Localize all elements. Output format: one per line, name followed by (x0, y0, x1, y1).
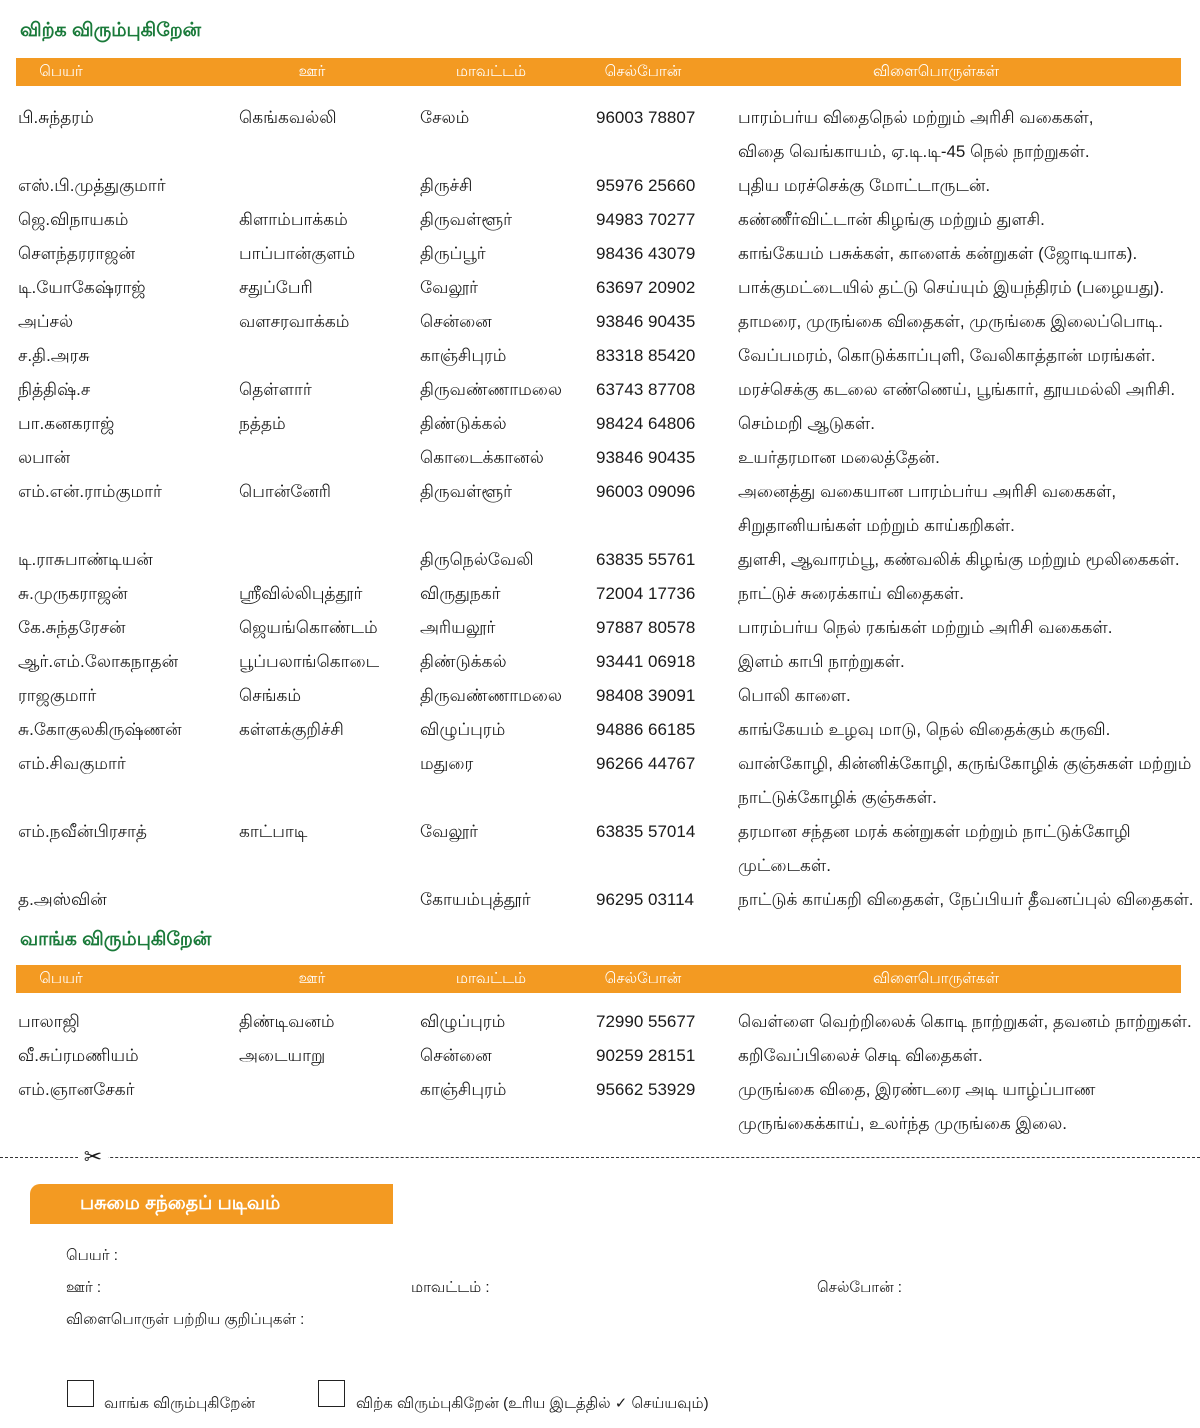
town: கிளாம்பாக்கம் (239, 210, 348, 229)
table-row (0, 441, 1200, 475)
district: விழுப்புரம் (420, 1012, 506, 1031)
products: கறிவேப்பிலைச் செடி விதைகள். (738, 1046, 983, 1065)
town: சதுப்பேரி (239, 278, 313, 297)
table-row (0, 747, 1200, 815)
district: சேலம் (420, 108, 470, 127)
table-row (0, 305, 1200, 339)
phone-number: 94886 66185 (596, 720, 696, 739)
seller-name: எம்.என்.ராம்குமார் (18, 482, 162, 501)
products: வேப்பமரம், கொடுக்காப்புளி, வேலிகாத்தான் மரங்கள். (738, 346, 1156, 365)
seller-name: ச.தி.அரசு (18, 346, 90, 365)
seller-name: ஆர்.எம்.லோகநாதன் (18, 652, 179, 671)
town: பூப்பலாங்கொடை (239, 652, 380, 671)
table-row (0, 645, 1200, 679)
town: திண்டிவனம் (239, 1012, 335, 1031)
sell-table-body (0, 101, 1200, 917)
town: காட்பாடி (239, 822, 308, 841)
seller-name: அப்சல் (18, 312, 74, 331)
products: நாட்டுக் காய்கறி விதைகள், நேப்பியர் தீவனப்புல் விதைகள். (738, 890, 1194, 909)
district: விழுப்புரம் (420, 720, 506, 739)
town: ஜெயங்கொண்டம் (239, 618, 378, 637)
table-row (0, 237, 1200, 271)
phone-number: 72004 17736 (596, 584, 696, 603)
town: பாப்பான்குளம் (239, 244, 356, 263)
phone-number: 93846 90435 (596, 312, 696, 331)
district: வேலூர் (420, 278, 479, 297)
seller-name: சு.கோகுலகிருஷ்ணன் (18, 720, 182, 739)
district: திண்டுக்கல் (420, 414, 507, 433)
district: திருவண்ணாமலை (420, 686, 562, 705)
district: திருவள்ளூர் (420, 210, 513, 229)
table-row (0, 1073, 1200, 1141)
seller-name: சௌந்தரராஜன் (18, 244, 136, 263)
district: திருச்சி (420, 176, 473, 195)
town: பொன்னேரி (239, 482, 332, 501)
products: பாரம்பர்ய நெல் ரகங்கள் மற்றும் அரிசி வகைகள். (738, 618, 1113, 637)
table-row (0, 679, 1200, 713)
products: துளசி, ஆவாரம்பூ, கண்வலிக் கிழங்கு மற்றும் மூலிகைகள். (738, 550, 1180, 569)
table-row (0, 339, 1200, 373)
sell-checkbox[interactable] (318, 1380, 345, 1407)
products: புதிய மரச்செக்கு மோட்டாருடன். (738, 176, 991, 195)
phone-number: 96003 09096 (596, 482, 696, 501)
seller-name: எம்.சிவகுமார் (18, 754, 126, 773)
district: வேலூர் (420, 822, 479, 841)
district: கொடைக்கானல் (420, 448, 544, 467)
district: சென்னை (420, 1046, 492, 1065)
seller-name: லபான் (18, 448, 71, 467)
seller-name: சு.முருகராஜன் (18, 584, 128, 603)
seller-name: டி.யோகேஷ்ராஜ் (18, 278, 146, 297)
phone-number: 93846 90435 (596, 448, 696, 467)
phone-number: 96295 03114 (596, 890, 695, 909)
district: மதுரை (420, 754, 474, 773)
phone-number: 96266 44767 (596, 754, 696, 773)
table-row (0, 543, 1200, 577)
phone-number: 95662 53929 (596, 1080, 696, 1099)
products: உயர்தரமான மலைத்தேன். (738, 448, 940, 467)
buy-table-header (16, 965, 1181, 993)
sell-section-title: விற்க விரும்புகிறேன் (20, 20, 202, 41)
products: பொலி காளை. (738, 686, 851, 705)
phone-number: 63835 57014 (596, 822, 696, 841)
table-row (0, 373, 1200, 407)
district: சென்னை (420, 312, 492, 331)
town: நத்தம் (239, 414, 286, 433)
table-row (0, 1039, 1200, 1073)
buy-section-title: வாங்க விரும்புகிறேன் (20, 929, 212, 950)
dashed-cut-line (0, 1157, 1200, 1158)
district: திண்டுக்கல் (420, 652, 507, 671)
header-products: விளைபொருள்கள் (872, 63, 1000, 80)
buy-table-body (0, 1005, 1200, 1141)
district: திருவள்ளூர் (420, 482, 513, 501)
seller-name: பா.கனகராஜ் (18, 414, 115, 433)
header-name: பெயர் (39, 970, 83, 987)
products: இளம் காபி நாற்றுகள். (738, 652, 905, 671)
town: ஸ்ரீவில்லிபுத்தூர் (239, 584, 363, 603)
district: அரியலூர் (420, 618, 496, 637)
phone-number: 90259 28151 (596, 1046, 696, 1065)
scissors-icon: ✂ (78, 1144, 108, 1170)
header-name: பெயர் (39, 63, 83, 80)
sell-table-header (16, 58, 1181, 86)
table-row (0, 407, 1200, 441)
products: பாரம்பர்ய விதைநெல் மற்றும் அரிசி வகைகள், விதை வெங்காயம், ஏ.டி.டி-45 நெல் நாற்றுகள். (738, 108, 1094, 161)
district: விருதுநகர் (420, 584, 501, 603)
products: முருங்கை விதை, இரண்டரை அடி யாழ்ப்பாண முருங்கைக்காய், உலர்ந்த முருங்கை இலை. (738, 1080, 1096, 1133)
products: காங்கேயம் பசுக்கள், காளைக் கன்றுகள் (ஜோடியாக). (738, 244, 1138, 263)
products: வெள்ளை வெற்றிலைக் கொடி நாற்றுகள், தவனம் நாற்றுகள். (738, 1012, 1192, 1031)
phone-number: 98436 43079 (596, 244, 696, 263)
table-row (0, 577, 1200, 611)
form-district-label: மாவட்டம் : (411, 1279, 490, 1296)
phone-number: 97887 80578 (596, 618, 696, 637)
products: வான்கோழி, கின்னிக்கோழி, கருங்கோழிக் குஞ்சுகள் மற்றும் நாட்டுக்கோழிக் குஞ்சுகள். (738, 754, 1192, 807)
district: காஞ்சிபுரம் (420, 346, 507, 365)
seller-name: ராஜகுமார் (18, 686, 97, 705)
products: செம்மறி ஆடுகள். (738, 414, 875, 433)
town: கள்ளக்குறிச்சி (239, 720, 344, 739)
form-name-label: பெயர் : (66, 1247, 118, 1264)
town: கெங்கவல்லி (239, 108, 337, 127)
district: காஞ்சிபுரம் (420, 1080, 507, 1099)
phone-number: 63743 87708 (596, 380, 696, 399)
table-row (0, 203, 1200, 237)
buy-option-label: வாங்க விரும்புகிறேன் (104, 1395, 255, 1412)
phone-number: 93441 06918 (596, 652, 696, 671)
seller-name: எம்.ஞானசேகர் (18, 1080, 135, 1099)
table-row (0, 101, 1200, 169)
header-phone: செல்போன் (604, 63, 682, 80)
header-town: ஊர் (298, 63, 326, 80)
seller-name: டி.ராசுபாண்டியன் (18, 550, 153, 569)
table-row (0, 475, 1200, 543)
seller-name: எஸ்.பி.முத்துகுமார் (18, 176, 166, 195)
phone-number: 98408 39091 (596, 686, 696, 705)
district: திருப்பூர் (420, 244, 486, 263)
phone-number: 94983 70277 (596, 210, 696, 229)
seller-name: பி.சுந்தரம் (18, 108, 94, 127)
seller-name: வீ.சுப்ரமணியம் (18, 1046, 139, 1065)
table-row (0, 611, 1200, 645)
phone-number: 63835 55761 (596, 550, 696, 569)
district: கோயம்புத்தூர் (420, 890, 531, 909)
products: கண்ணீர்விட்டான் கிழங்கு மற்றும் துளசி. (738, 210, 1045, 229)
form-title-banner (30, 1184, 393, 1224)
seller-name: ஜெ.விநாயகம் (18, 210, 129, 229)
header-products: விளைபொருள்கள் (872, 970, 1000, 987)
phone-number: 98424 64806 (596, 414, 696, 433)
phone-number: 63697 20902 (596, 278, 696, 297)
town: செங்கம் (239, 686, 302, 705)
table-row (0, 815, 1200, 883)
header-town: ஊர் (298, 970, 326, 987)
sell-option-label: விற்க விரும்புகிறேன் (உரிய இடத்தில் ✓ செய்யவும்) (356, 1395, 709, 1412)
town: தெள்ளார் (239, 380, 312, 399)
town: வளசரவாக்கம் (239, 312, 350, 331)
header-phone: செல்போன் (604, 970, 682, 987)
table-row (0, 883, 1200, 917)
products: அனைத்து வகையான பாரம்பர்ய அரிசி வகைகள், சிறுதானியங்கள் மற்றும் காய்கறிகள். (738, 482, 1117, 535)
header-district: மாவட்டம் (455, 970, 527, 987)
products: காங்கேயம் உழவு மாடு, நெல் விதைக்கும் கருவி. (738, 720, 1111, 739)
seller-name: பாலாஜி (18, 1012, 80, 1031)
seller-name: த.அஸ்வின் (18, 890, 107, 909)
products: நாட்டுச் சுரைக்காய் விதைகள். (738, 584, 964, 603)
table-row (0, 1005, 1200, 1039)
products: பாக்குமட்டையில் தட்டு செய்யும் இயந்திரம் (பழையது). (738, 278, 1165, 297)
products: மரச்செக்கு கடலை எண்ணெய், பூங்கார், தூயமல்லி அரிசி. (738, 380, 1176, 399)
seller-name: கே.சுந்தரேசன் (18, 618, 126, 637)
form-phone-label: செல்போன் : (817, 1279, 902, 1296)
products: தரமான சந்தன மரக் கன்றுகள் மற்றும் நாட்டுக்கோழி முட்டைகள். (738, 822, 1131, 875)
form-town-label: ஊர் : (66, 1279, 102, 1296)
town: அடையாறு (239, 1046, 326, 1065)
phone-number: 72990 55677 (596, 1012, 696, 1031)
products: தாமரை, முருங்கை விதைகள், முருங்கை இலைப்பொடி. (738, 312, 1163, 331)
table-row (0, 271, 1200, 305)
district: திருநெல்வேலி (420, 550, 534, 569)
header-district: மாவட்டம் (455, 63, 527, 80)
table-row (0, 713, 1200, 747)
phone-number: 96003 78807 (596, 108, 696, 127)
buy-checkbox[interactable] (67, 1380, 94, 1407)
district: திருவண்ணாமலை (420, 380, 562, 399)
phone-number: 83318 85420 (596, 346, 696, 365)
form-title: பசுமை சந்தைப் படிவம் (80, 1193, 281, 1214)
form-notes-label: விளைபொருள் பற்றிய குறிப்புகள் : (66, 1311, 305, 1328)
seller-name: நித்திஷ்.ச (18, 380, 91, 399)
table-row (0, 169, 1200, 203)
seller-name: எம்.நவீன்பிரசாத் (18, 822, 147, 841)
phone-number: 95976 25660 (596, 176, 696, 195)
